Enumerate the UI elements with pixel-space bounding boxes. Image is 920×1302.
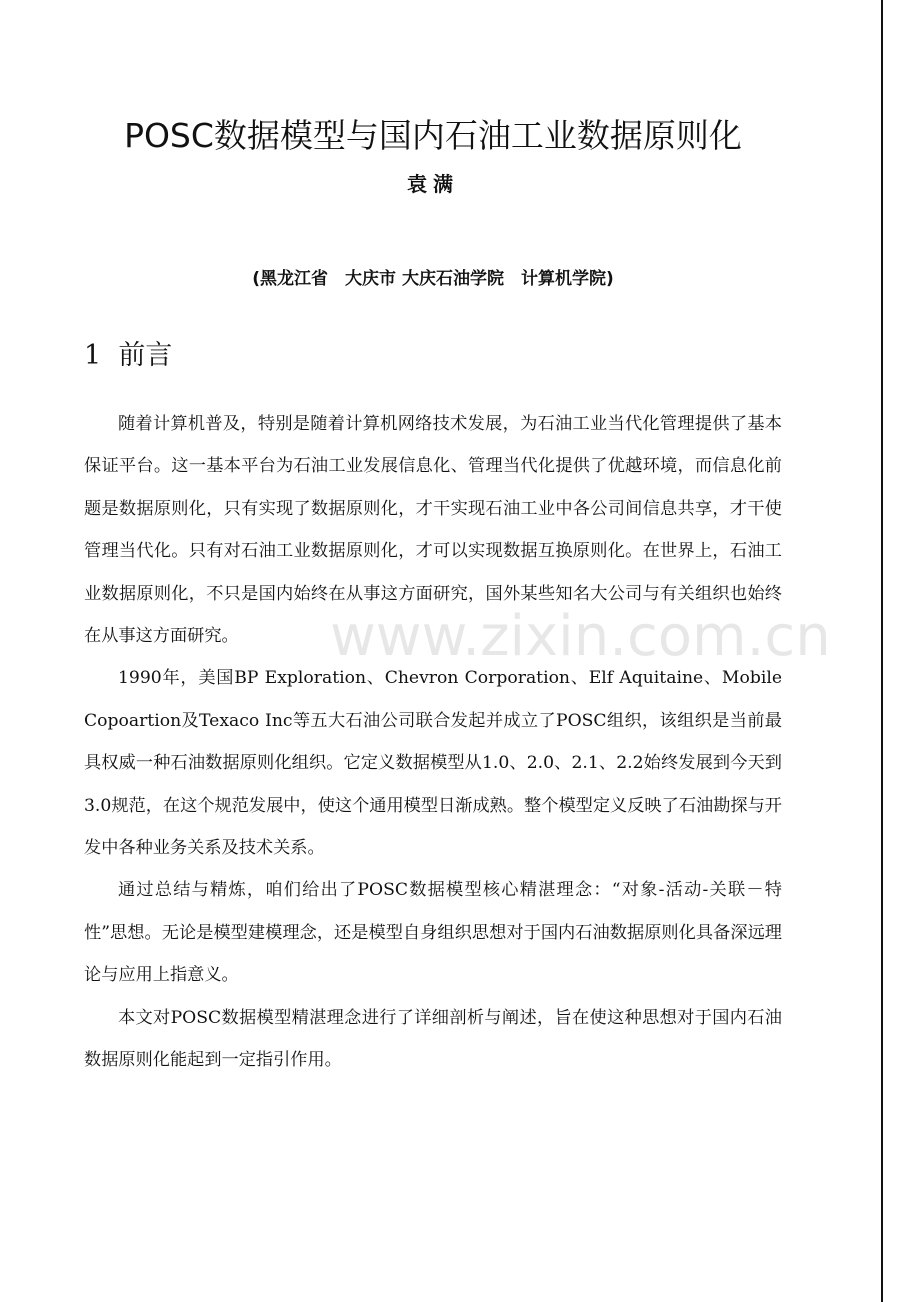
author-name: 袁满 bbox=[407, 172, 459, 196]
section-title: 前言 bbox=[118, 340, 173, 371]
page-edge-rule bbox=[881, 0, 883, 1302]
section-number: 1 bbox=[84, 340, 102, 371]
watermark: www.zixin.com.cn bbox=[330, 604, 831, 669]
document-title: POSC数据模型与国内石油工业数据原则化 bbox=[124, 116, 742, 155]
paragraph-4: 本文对POSC数据模型精湛理念进行了详细剖析与阐述，旨在使这种思想对于国内石油数据原则化能起到一定指引作用。 bbox=[84, 1007, 782, 1071]
paragraph-1: 随着计算机普及，特别是随着计算机网络技术发展，为石油工业当代化管理提供了基本保证平台。这一基本平台为石油工业发展信息化、管理当代化提供了优越环境，而信息化前题是数据原则化，只有实现了数据原则化，才干实现石油工业中各公司间信息共享，才干使管理当代化。只有对石油工业数据原则化，才可以实现数据互换原则化。在世界上，石油工业数据原则化，不只是国内始终在从事这方面研究，国外某些知名大公司与有关组织也始终在从事这方面研究。 bbox=[84, 414, 782, 647]
author-affiliation: (黑龙江省 大庆市 大庆石油学院 计算机学院) bbox=[252, 269, 614, 289]
section-heading bbox=[84, 336, 172, 376]
body-text bbox=[84, 403, 831, 1082]
paragraph-2: 1990年，美国BP Exploration、Chevron Corporation、Elf Aquitaine、Mobile Copoartion及Texaco Inc等五大石油公司联合发起并成立了POSC组织，该组织是当前最具权威一种石油数据原则化组织。它定义数据模型从1.0、2.0、2.1、2.2始终发展到今天到3.0规范，在这个规范发展中，使这个通用模型日渐成熟。整个模型定义反映了石油勘探与开发中各种业务关系及技术关系。 bbox=[84, 668, 782, 859]
paragraph-3: 通过总结与精炼，咱们给出了POSC数据模型核心精湛理念：“对象-活动-关联－特性”思想。无论是模型建模理念，还是模型自身组织思想对于国内石油数据原则化具备深远理论与应用上指意义。 bbox=[84, 880, 782, 986]
